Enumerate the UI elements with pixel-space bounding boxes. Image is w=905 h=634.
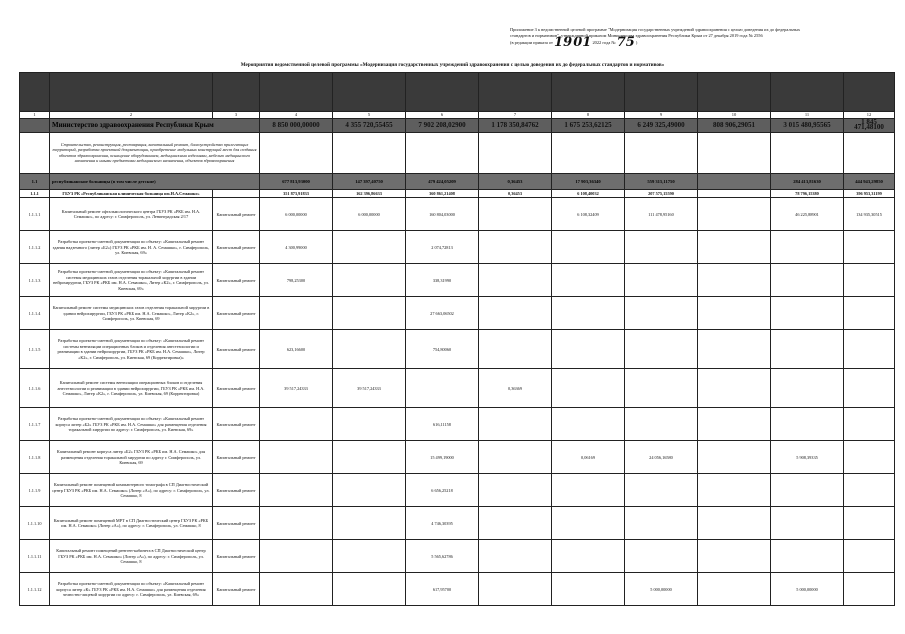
row-value: [479, 507, 552, 540]
row-value: 160 804,03000: [406, 198, 479, 231]
row-value: [625, 408, 698, 441]
row-value: [333, 441, 406, 474]
row-value: [771, 369, 844, 408]
ministry-value: 808 906,29051: [698, 119, 771, 133]
table-row: [20, 231, 895, 264]
row-value: [698, 330, 771, 369]
table-row: [20, 408, 895, 441]
row-value: [698, 441, 771, 474]
row-value: 5 565,62786: [406, 540, 479, 573]
row-value: 616,11158: [406, 408, 479, 441]
row-value: 6 000,00000: [260, 198, 333, 231]
row-value: [625, 474, 698, 507]
row-value: 0,06169: [552, 441, 625, 474]
header-cell: [771, 73, 844, 112]
subtotal-value: 17 903,36340: [552, 173, 625, 189]
row-name: Разработка проектно-сметной документации по объекту: «Капитальный ремонт системы вентиляции операционных блоков и отделения анестезиологии и реанимации в здании нейрохирургии, ГБУЗ РК «РКБ им. Н.А. Семашко», Литер «К2», г. Симферополь, ул. Киевская, 69 (Корректировка)»: [50, 330, 213, 369]
column-number: 6: [406, 112, 479, 119]
subtotal-value: 0,36453: [479, 173, 552, 189]
row-type: Капитальный ремонт: [213, 507, 260, 540]
header-cell: [844, 73, 895, 112]
row-value: [771, 330, 844, 369]
table-row: [20, 369, 895, 408]
row-value: 623,16600: [260, 330, 333, 369]
row-type: Капитальный ремонт: [213, 369, 260, 408]
row-value: [625, 330, 698, 369]
row-value: 162 396,86633: [333, 189, 406, 197]
row-value: [479, 330, 552, 369]
table-row: [20, 507, 895, 540]
ministry-value: 1 178 350,84762: [479, 119, 552, 133]
row-value: [844, 441, 895, 474]
empty-cell: [479, 132, 552, 173]
column-number: 9: [625, 112, 698, 119]
row-name: Разработка проектно-сметной документации по объекту: «Капитальный ремонт корпуса литер «Б2» ГБУЗ РК «РКБ им. Н.А. Семашко» для размещения отделения торакальной хирургии по адресу: г. Симферополь, ул. Киевская, 69»: [50, 408, 213, 441]
description-text: Строительство, реконструкция, реставрация, капитальный ремонт, благоустройство прилегающих территорий, разработка проектной документации, приобретение модульных конструкций мест для создания объектов здравоохранения, оснащение оборудованием, медицинскими изделиями, мебелью медицинского назначения и иными предметами медицинского назначения, объектов здравоохранения: [50, 132, 260, 173]
header-cell: [50, 73, 213, 112]
row-name: Капитальный ремонт системы вентиляции операционных блоков и отделения анестезиологии и реанимации в здании нейрохирургии, ГБУЗ РК «РКБ им. Н.А. Семашко», Литер «К2», г. Симферополь, ул. Киевская, 69 (Корректировка): [50, 369, 213, 408]
ministry-row: [20, 119, 895, 133]
appendix-line-1: Приложение 3 к ведомственной целевой программе "Модернизация государственных учреждений здравоохранения с целью доведения их до федеральных: [510, 27, 801, 32]
row-value: [552, 231, 625, 264]
column-number: 1: [20, 112, 50, 119]
row-value: [479, 198, 552, 231]
row-value: 4 300,99000: [260, 231, 333, 264]
subtotal-value: 284 413,81630: [771, 173, 844, 189]
row-value: 0,36453: [479, 189, 552, 197]
subtotal-value: 444 943,29850: [844, 173, 895, 189]
row-value: [844, 330, 895, 369]
row-value: 338,31990: [406, 264, 479, 297]
row-value: 5 908,39335: [771, 441, 844, 474]
row-number: 1.1.1.1: [20, 198, 50, 231]
row-name: Капитальный ремонт помещений рентген-кабинета в СП Диагностический центр ГБУЗ РК «РКБ им. Н.А. Семашко» (Литер «А»), по адресу: г. Симферополь, ул. Семашко, 8: [50, 540, 213, 573]
row-value: 754,80060: [406, 330, 479, 369]
row-value: [771, 264, 844, 297]
row-value: [844, 474, 895, 507]
row-value: [625, 297, 698, 330]
row-value: 6 000,00000: [333, 198, 406, 231]
header-cell: [333, 73, 406, 112]
row-value: [844, 573, 895, 606]
column-number: 2: [50, 112, 213, 119]
row-value: [552, 507, 625, 540]
row-value: [844, 507, 895, 540]
row-value: [479, 408, 552, 441]
row-value: 111 478,95160: [625, 198, 698, 231]
header-cell: [406, 73, 479, 112]
row-value: 0,36369: [479, 369, 552, 408]
row-value: 617,95700: [406, 573, 479, 606]
row-value: [479, 474, 552, 507]
row-number: 1.1.1.8: [20, 441, 50, 474]
row-value: [698, 369, 771, 408]
subtotal-name: республиканские больницы (в том числе детские): [50, 173, 260, 189]
table-row: [20, 264, 895, 297]
row-value: [698, 507, 771, 540]
empty-cell: [625, 132, 698, 173]
row-value: 134 935,30515: [844, 198, 895, 231]
header-cell: [479, 73, 552, 112]
empty-cell: [698, 132, 771, 173]
ministry-no: [20, 119, 50, 133]
row-value: [625, 369, 698, 408]
row-value: [625, 507, 698, 540]
row-name: ГБУЗ РК «Республиканская клиническая больница им.Н.А.Семашко»: [50, 189, 213, 197]
description-no: [20, 132, 50, 173]
row-name: Разработка проектно-сметной документации по объекту: «Капитальный ремонт системы медицинских газов отделения торакальной хирургии в здании нейрохирургии, ГБУЗ РК «РКБ им. Н.А. Семашко», Литер «К2», г. Симферополь, ул. Киевская, 69»: [50, 264, 213, 297]
row-name: Разработка проектно-сметной документации по объекту: «Капитальный ремонт корпуса литер «К» ГБУЗ РК «РКБ им. Н.А. Семашко» для размещения отделения челюстно-лицевой хирургии по адресу: г. Симферополь, ул. Киевская, 69»: [50, 573, 213, 606]
row-value: [771, 507, 844, 540]
empty-cell: [333, 132, 406, 173]
row-type: Капитальный ремонт: [213, 408, 260, 441]
row-value: 27 663,06502: [406, 297, 479, 330]
empty-cell: [260, 132, 333, 173]
row-value: 5 000,00000: [625, 573, 698, 606]
row-value: [844, 408, 895, 441]
row-value: 2 074,72813: [406, 231, 479, 264]
table-row: [20, 189, 895, 197]
row-value: [698, 231, 771, 264]
row-value: [333, 573, 406, 606]
row-value: [844, 231, 895, 264]
header-cell: [552, 73, 625, 112]
table-row: [20, 198, 895, 231]
header-row: [20, 73, 895, 112]
row-name: Капитальный ремонт помещений компьютерного томографа в СП Диагностический центр ГБУЗ РК «РКБ им. Н.А. Семашко» (Литер «А»), по адресу: г. Симферополь, ул. Семашко, 8: [50, 474, 213, 507]
row-value: 351 873,91833: [260, 189, 333, 197]
row-value: [625, 231, 698, 264]
empty-cell: [552, 132, 625, 173]
column-number: 11: [771, 112, 844, 119]
row-type: [213, 189, 260, 197]
handwritten-month: 01: [573, 35, 592, 51]
table-row: [20, 297, 895, 330]
row-value: [260, 474, 333, 507]
row-value: [260, 507, 333, 540]
table-row: [20, 330, 895, 369]
empty-cell: [844, 132, 895, 173]
row-value: [406, 369, 479, 408]
row-type: Капитальный ремонт: [213, 540, 260, 573]
header-cell: [260, 73, 333, 112]
row-value: 207 575,15590: [625, 189, 698, 197]
row-value: [844, 540, 895, 573]
table-row: [20, 540, 895, 573]
subtotal-value: 479 424,05209: [406, 173, 479, 189]
row-name: Капитальный ремонт помещений МРТ в СП Диагностический центр ГБУЗ РК «РКБ им. Н.А. Семашко» (Литер «А»), по адресу: г. Симферополь, ул. Семашко, 8: [50, 507, 213, 540]
row-type: Капитальный ремонт: [213, 474, 260, 507]
header-cell: [698, 73, 771, 112]
row-value: [698, 264, 771, 297]
document-title: Мероприятия ведомственной целевой программы «Модернизация государственных учреждений здравоохранения с целью доведения их до федеральных стандартов и нормативов»: [240, 62, 665, 68]
row-type: Капитальный ремонт: [213, 441, 260, 474]
empty-cell: [406, 132, 479, 173]
table-row: [20, 441, 895, 474]
header-cell: [625, 73, 698, 112]
row-value: [333, 507, 406, 540]
row-value: [698, 573, 771, 606]
row-value: [698, 189, 771, 197]
row-value: [844, 369, 895, 408]
row-value: 4 746,30395: [406, 507, 479, 540]
row-value: [333, 264, 406, 297]
row-value: [333, 330, 406, 369]
row-value: [552, 330, 625, 369]
row-value: 6 108,40032: [552, 189, 625, 197]
row-number: 1.1.1.5: [20, 330, 50, 369]
row-value: 6 108,32409: [552, 198, 625, 231]
subtotal-value: 147 397,40750: [333, 173, 406, 189]
ministry-value: 3 015 480,95565: [771, 119, 844, 133]
row-value: [479, 573, 552, 606]
row-value: [771, 297, 844, 330]
row-value: [333, 231, 406, 264]
row-value: [260, 573, 333, 606]
row-value: [698, 540, 771, 573]
row-number: 1.1.1.2: [20, 231, 50, 264]
row-value: [698, 408, 771, 441]
ministry-value: 7 902 208,02900: [406, 119, 479, 133]
row-value: [260, 540, 333, 573]
row-value: 396 953,31199: [844, 189, 895, 197]
row-value: 46 225,88901: [771, 198, 844, 231]
empty-cell: [771, 132, 844, 173]
row-value: 39 517,24333: [260, 369, 333, 408]
row-number: 1.1.1.9: [20, 474, 50, 507]
row-value: 798,25300: [260, 264, 333, 297]
column-number: 10: [698, 112, 771, 119]
row-value: 15 499,19000: [406, 441, 479, 474]
row-value: [479, 441, 552, 474]
row-type: Капитальный ремонт: [213, 231, 260, 264]
row-value: [625, 264, 698, 297]
column-number: 3: [213, 112, 260, 119]
row-value: [552, 297, 625, 330]
row-value: [552, 540, 625, 573]
ministry-value: 8 850 000,00000: [260, 119, 333, 133]
row-value: [698, 474, 771, 507]
row-value: [552, 408, 625, 441]
row-value: 5 000,00000: [771, 573, 844, 606]
handwritten-order-number: 75: [616, 35, 635, 51]
row-number: 1.1.1.7: [20, 408, 50, 441]
subtotal-row: [20, 173, 895, 189]
column-number: 8: [552, 112, 625, 119]
row-name: Капитальный ремонт корпуса литер «Б2» ГБУЗ РК «РКБ им. Н.А. Семашко» для размещения отделения торакальной хирургии по адресу г. Симферополь, ул. Киевская, 69: [50, 441, 213, 474]
row-value: [333, 408, 406, 441]
row-value: [771, 231, 844, 264]
row-value: [771, 540, 844, 573]
column-number: 12: [844, 112, 895, 119]
row-name: Капитальный ремонт системы медицинских газов отделения торакальной хирургии в здании нейрохирургии, ГБУЗ РК «РКБ им. Н.А. Семашко», Литер «К2», г. Симферополь, ул. Киевская, 69: [50, 297, 213, 330]
handwritten-day: 19: [554, 35, 573, 51]
row-value: [479, 297, 552, 330]
row-number: 1.1.1: [20, 189, 50, 197]
row-value: [333, 297, 406, 330]
column-number: 7: [479, 112, 552, 119]
row-number: 1.1.1.3: [20, 264, 50, 297]
ministry-name: Министерство здравоохранения Республики Крым: [50, 119, 260, 133]
row-number: 1.1.1.12: [20, 573, 50, 606]
column-number-row: [20, 112, 895, 119]
row-name: Капитальный ремонт офтальмологического центра ГБУЗ РК «РКБ им. Н.А. Семашко», по адресу: г. Симферополь, ул. Ленинградская 2/17: [50, 198, 213, 231]
ministry-value: 1 845 471,48100: [844, 119, 895, 133]
row-value: 39 517,24333: [333, 369, 406, 408]
subtotal-value: [698, 173, 771, 189]
row-value: [625, 540, 698, 573]
measures-table: [19, 72, 895, 606]
row-type: Капитальный ремонт: [213, 330, 260, 369]
table-row: [20, 474, 895, 507]
row-value: [552, 573, 625, 606]
row-value: [333, 474, 406, 507]
row-value: [260, 297, 333, 330]
row-value: [552, 264, 625, 297]
appendix-line-3: (в редакции приказа от 19 01 2022 года № 75 ): [510, 35, 638, 51]
row-number: 1.1.1.6: [20, 369, 50, 408]
row-type: Капитальный ремонт: [213, 264, 260, 297]
appendix-line-2: стандартов и нормативов", утвержденной приказом Министерства здравоохранения Республики Крым от 27 декабря 2019 года № 2556: [510, 32, 763, 38]
row-number: 1.1.1.11: [20, 540, 50, 573]
row-value: [698, 297, 771, 330]
row-value: 360 861,21408: [406, 189, 479, 197]
row-value: 78 796,15380: [771, 189, 844, 197]
row-name: Разработка проектно-сметной документации по объекту: «Капитальный ремонт здания надземного (литер «Б2») ГБУЗ РК «РКБ им. Н. А. Семашко», г. Симферополь, ул. Киевская, 69»: [50, 231, 213, 264]
row-value: [552, 369, 625, 408]
appendix-note: [510, 27, 890, 51]
row-value: [479, 264, 552, 297]
row-value: [844, 264, 895, 297]
row-value: [771, 408, 844, 441]
row-value: [552, 474, 625, 507]
row-value: [479, 231, 552, 264]
header-cell: [213, 73, 260, 112]
ministry-value: 1 675 253,62125: [552, 119, 625, 133]
row-value: 24 056,16580: [625, 441, 698, 474]
row-number: 1.1.1.4: [20, 297, 50, 330]
table-row: [20, 573, 895, 606]
subtotal-no: 1.1: [20, 173, 50, 189]
row-number: 1.1.1.10: [20, 507, 50, 540]
row-value: [698, 198, 771, 231]
row-value: [260, 408, 333, 441]
row-value: 6 656,25218: [406, 474, 479, 507]
row-type: Капитальный ремонт: [213, 297, 260, 330]
row-value: [771, 474, 844, 507]
ministry-value: 6 249 325,49000: [625, 119, 698, 133]
row-type: Капитальный ремонт: [213, 573, 260, 606]
row-value: [260, 441, 333, 474]
row-value: [844, 297, 895, 330]
description-row: [20, 132, 895, 173]
row-value: [479, 540, 552, 573]
column-number: 5: [333, 112, 406, 119]
column-number: 4: [260, 112, 333, 119]
header-cell: [20, 73, 50, 112]
subtotal-value: 559 315,11750: [625, 173, 698, 189]
ministry-value: 4 355 720,55455: [333, 119, 406, 133]
row-value: [333, 540, 406, 573]
row-type: Капитальный ремонт: [213, 198, 260, 231]
subtotal-value: 677 813,93000: [260, 173, 333, 189]
